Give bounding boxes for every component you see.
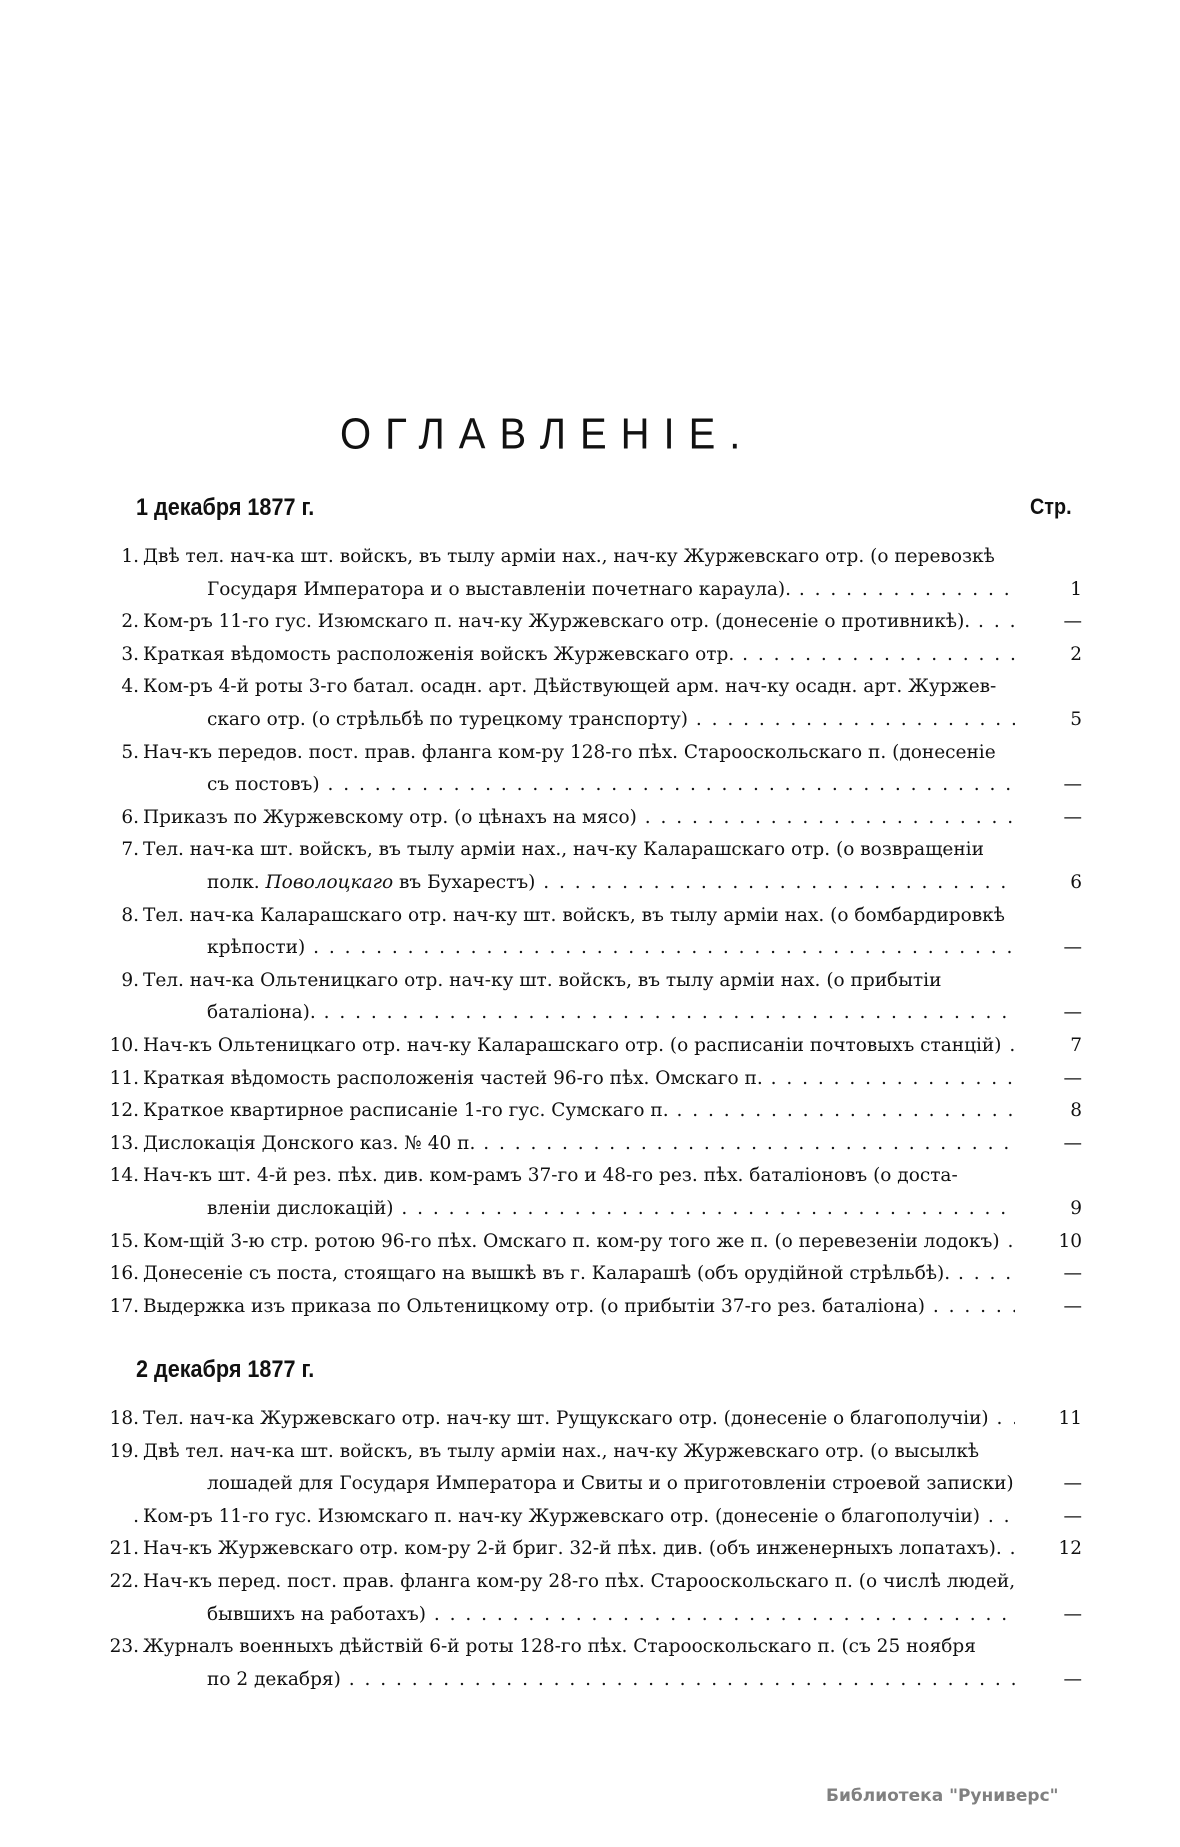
entry-page-number: — — [1063, 1132, 1082, 1154]
toc-entry — [0, 1630, 1180, 1663]
entry-text: Ком-щій 3-ю стр. ротою 96-го пѣх. Омскаго п. ком-ру того же п. (о перевезеніи лодокъ) . . . — [143, 1225, 1015, 1258]
toc-entry — [0, 1094, 1180, 1127]
entry-text: баталіона). . . . — [207, 996, 1015, 1029]
entry-number: 16. — [109, 1263, 139, 1285]
toc-entry — [0, 1435, 1180, 1468]
entry-text: Ком-ръ 11-го гус. Изюмскаго п. нач-ку Журжевскаго отр. (донесеніе о противникѣ). . . . — [143, 605, 1015, 638]
entry-text: Краткая вѣдомость расположенія войскъ Журжевскаго отр. . . . — [143, 638, 1015, 671]
library-watermark: Библиотека "Руниверс" — [826, 1786, 1059, 1806]
entry-text: Нач-къ Журжевскаго отр. ком-ру 2-й бриг. 32-й пѣх. див. (объ инженерныхъ лопатахъ). . . . — [143, 1532, 1015, 1565]
toc-entry — [0, 1257, 1180, 1290]
entry-page-number: — — [1063, 1263, 1082, 1285]
toc-entry — [0, 670, 1180, 703]
toc-entry — [0, 638, 1180, 671]
entry-number: 17. — [109, 1295, 139, 1317]
entry-text: вленіи дислокацій) . . . — [207, 1192, 1015, 1225]
page-column-header: Стр. — [1030, 494, 1072, 519]
toc-entry-continuation — [0, 1663, 1180, 1696]
toc-entry — [0, 1532, 1180, 1565]
entry-text: Тел. нач-ка шт. войскъ, въ тылу арміи нах., нач-ку Каларашскаго отр. (о возвращеніи — [143, 839, 984, 861]
toc-entry — [0, 540, 1180, 573]
entry-number: 15. — [109, 1230, 139, 1252]
toc-entry — [0, 605, 1180, 638]
entry-text: Государя Императора и о выставленіи почетнаго караула). . . . — [207, 573, 1015, 606]
toc-entry — [0, 1290, 1180, 1323]
entry-page-number: 5 — [1070, 709, 1082, 730]
entry-page-number: 10 — [1058, 1230, 1082, 1252]
entry-page-number: — — [1063, 1295, 1082, 1317]
entry-number: 10. — [109, 1035, 139, 1056]
entry-page-number: — — [1063, 1505, 1082, 1527]
toc-entry — [0, 833, 1180, 866]
entry-page-number: — — [1063, 774, 1082, 796]
entry-text: бывшихъ на работахъ) . . . — [207, 1598, 1015, 1631]
entry-page-number: — — [1063, 937, 1082, 959]
entry-text: Нач-къ передов. пост. прав. фланга ком-ру 128-го пѣх. Старооскольскаго п. (донесеніе — [143, 741, 996, 763]
entry-page-number: 12 — [1058, 1538, 1082, 1560]
entry-text: Двѣ тел. нач-ка шт. войскъ, въ тылу арміи нах., нач-ку Журжевскаго отр. (о высылкѣ — [143, 1440, 980, 1462]
toc-entry — [0, 801, 1180, 834]
toc-entry-continuation — [0, 1598, 1180, 1631]
entry-text: Двѣ тел. нач-ка шт. войскъ, въ тылу арміи нах., нач-ку Журжевскаго отр. (о перевозкѣ — [143, 546, 995, 567]
entry-page-number: — — [1063, 806, 1082, 828]
entry-page-number: — — [1063, 1668, 1082, 1690]
page-title: ОГЛАВЛЕНIЕ. — [340, 409, 755, 459]
entry-text: Нач-къ перед. пост. прав. фланга ком-ру 28-го пѣх. Старооскольскаго п. (о числѣ людей, — [143, 1571, 1015, 1592]
toc-entry-continuation — [0, 866, 1180, 899]
section-heading: 2 декабря 1877 г. — [136, 1356, 315, 1383]
entry-text: Выдержка изъ приказа по Ольтеницкому отр. (о прибытіи 37-го рез. баталіона) . . . — [143, 1290, 1015, 1323]
entry-text: Краткое квартирное расписаніе 1-го гус. Сумскаго п. . . . — [143, 1094, 1015, 1127]
toc-entry — [0, 1565, 1180, 1598]
entry-number: 11. — [109, 1067, 139, 1089]
toc-entry — [0, 1402, 1180, 1435]
entry-page-number: 9 — [1070, 1198, 1082, 1219]
entry-number: 7. — [121, 839, 139, 861]
toc-entry — [0, 1225, 1180, 1258]
entry-number: 21. — [109, 1538, 139, 1560]
entry-number: 18. — [109, 1408, 139, 1429]
entry-page-number: 2 — [1070, 643, 1082, 665]
entry-number: 22. — [109, 1571, 139, 1592]
entry-text: Краткая вѣдомость расположенія частей 96-го пѣх. Омскаго п. . . . — [143, 1062, 1015, 1095]
toc-entry-continuation — [0, 703, 1180, 736]
entry-page-number: — — [1063, 1002, 1082, 1024]
entry-text: Ком-ръ 4-й роты 3-го батал. осадн. арт. Дѣйствующей арм. нач-ку осадн. арт. Журжев- — [143, 676, 997, 698]
toc-entry — [0, 964, 1180, 997]
entry-text: Нач-къ Ольтеницкаго отр. нач-ку Каларашскаго отр. (о расписаніи почтовыхъ станцій) . . . — [143, 1029, 1015, 1062]
toc-entry — [0, 1500, 1180, 1533]
entry-page-number: — — [1063, 1473, 1082, 1495]
entry-text: Тел. нач-ка Журжевскаго отр. нач-ку шт. Рущукскаго отр. (донесеніе о благополучіи) . . . — [143, 1402, 1015, 1435]
toc-entry-continuation — [0, 996, 1180, 1029]
section-heading: 1 декабря 1877 г. — [136, 494, 315, 521]
entry-text: крѣпости) . . . — [207, 931, 1015, 964]
entry-number: 23. — [109, 1636, 139, 1658]
entry-number: 1. — [121, 546, 139, 567]
toc-entry — [0, 1159, 1180, 1192]
entry-number: . — [133, 1505, 139, 1527]
entry-text: Ком-ръ 11-го гус. Изюмскаго п. нач-ку Журжевскаго отр. (донесеніе о благополучіи) . . . — [143, 1500, 1015, 1533]
entry-number: 4. — [121, 676, 139, 698]
toc-entry — [0, 736, 1180, 769]
entry-text: Нач-къ шт. 4-й рез. пѣх. див. ком-рамъ 37-го и 48-го рез. пѣх. баталіоновъ (о доста- — [143, 1165, 958, 1187]
entry-number: 6. — [121, 806, 139, 828]
entry-page-number: — — [1063, 1067, 1082, 1089]
toc-entry-continuation — [0, 1467, 1180, 1500]
entry-number: 19. — [109, 1440, 139, 1462]
entry-page-number: 7 — [1070, 1035, 1082, 1056]
entry-page-number: 8 — [1070, 1100, 1082, 1122]
entry-number: 8. — [121, 904, 139, 926]
entry-number: 12. — [109, 1100, 139, 1122]
toc-entry — [0, 899, 1180, 932]
entry-text: полк. Поволоцкаго въ Бухарестъ) . . . — [207, 866, 1015, 899]
entry-text: по 2 декабря) . . . — [207, 1663, 1015, 1696]
entry-text: Приказъ по Журжевскому отр. (о цѣнахъ на мясо) . . . — [143, 801, 1015, 834]
entry-number: 5. — [121, 741, 139, 763]
toc-entry-continuation — [0, 768, 1180, 801]
entry-number: 14. — [109, 1165, 139, 1187]
entry-text: Донесеніе съ поста, стоящаго на вышкѣ въ г. Каларашѣ (объ орудійной стрѣльбѣ). . . . — [143, 1257, 1015, 1290]
entry-number: 3. — [121, 643, 139, 665]
entry-text: съ постовъ) . . . — [207, 768, 1015, 801]
entry-text: Тел. нач-ка Каларашскаго отр. нач-ку шт. войскъ, въ тылу арміи нах. (о бомбардировкѣ — [143, 904, 1005, 926]
entry-number: 9. — [121, 969, 139, 991]
entry-page-number: 1 — [1070, 578, 1082, 600]
entry-text: Дислокація Донского каз. № 40 п. . . . — [143, 1127, 1015, 1160]
entry-page-number: 6 — [1070, 872, 1082, 893]
entry-text: лошадей для Государя Императора и Свиты и о приготовленіи строевой записки) . . . — [207, 1467, 1015, 1500]
toc-entry-continuation — [0, 573, 1180, 606]
entry-number: 13. — [109, 1132, 139, 1154]
entry-text: скаго отр. (о стрѣльбѣ по турецкому транспорту) . . . — [207, 703, 1015, 736]
entry-page-number: 11 — [1058, 1408, 1082, 1429]
entry-text: Журналъ военныхъ дѣйствій 6-й роты 128-го пѣх. Старооскольскаго п. (съ 25 ноября — [143, 1636, 976, 1658]
entry-number: 2. — [121, 611, 139, 633]
entry-page-number: — — [1063, 611, 1082, 633]
entry-text: Тел. нач-ка Ольтеницкаго отр. нач-ку шт. войскъ, въ тылу арміи нах. (о прибытіи — [143, 969, 942, 991]
entry-page-number: — — [1063, 1603, 1082, 1625]
toc-entry — [0, 1062, 1180, 1095]
toc-entry — [0, 1029, 1180, 1062]
toc-entry — [0, 1127, 1180, 1160]
toc-entry-continuation — [0, 1192, 1180, 1225]
toc-entry-continuation — [0, 931, 1180, 964]
